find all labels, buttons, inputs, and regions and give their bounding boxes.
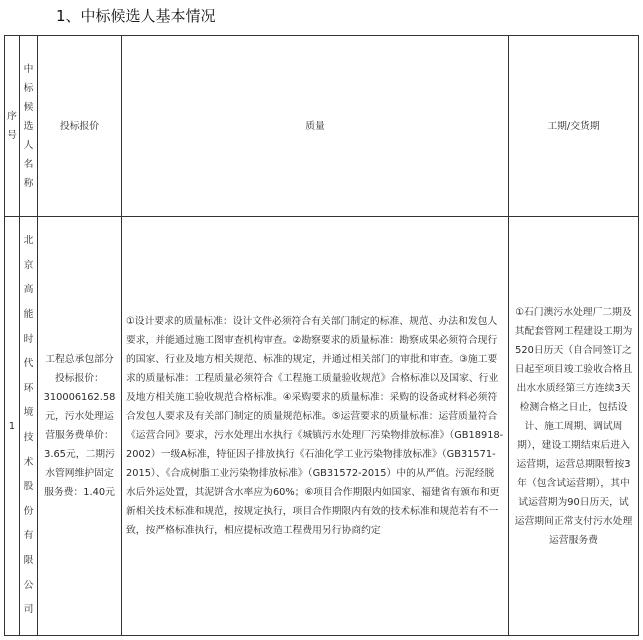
candidate-table	[4, 35, 639, 636]
row-bid-price: 工程总承包部分投标报价：310006162.58元，污水处理运营服务费单价：3.65元，二期污水管网维护固定服务费：1.40元	[38, 217, 122, 636]
row-candidate-name: 北京高能时代环境技术股份有限公司	[20, 217, 38, 636]
header-quality: 质量	[122, 36, 509, 217]
row-schedule: ①石门澳污水处理厂二期及其配套管网工程建设工期为520日历天（自合同签订之日起至项目竣工验收合格且出水水质经第三方连续3天检测合格之日止，包括设计、施工周期、调试周期），建设工期结束后进入运营期，运营总期限暂按3年（包含试运营期），其中试运营期为90日历天，试运营期间正常支付污水处理运营服务费	[509, 217, 639, 636]
header-seq: 序号	[5, 36, 20, 217]
header-candidate-name: 中标候选人名称	[20, 36, 38, 217]
row-quality: ①设计要求的质量标准：设计文件必须符合有关部门制定的标准、规范、办法和发包人要求，并能通过施工图审查机构审查。②勘察要求的质量标准：勘察成果必须符合现行的国家、行业及地方相关规范、标准的规定，并通过相关部门的审批和审查。③施工要求的质量标准：工程质量必须符合《工程施工质量验收规范》合格标准以及国家、行业及地方相关施工验收规范合格标准。④采购要求的质量标准：采购的设备或材料必须符合发包人要求及有关部门制定的质量规范标准。⑤运营要求的质量标准：运营质量符合《运营合同》要求，污水处理出水执行《城镇污水处理厂污染物排放标准》（GB18918-2002）一级A标准，特征因子排放执行《石油化学工业污染物排放标准》（GB31571-2015）、《合成树脂工业污染物排放标准》（GB31572-2015）中的从严值。污泥经脱水后外运处置，其泥饼含水率应为60%；⑥项目合作期限内如国家、福建省有颁布和更新相关技术标准和规范，按规定执行，项目合作期限内有效的技术标准和规范若有不一致，按严格标准执行，相应提标改造工程费用另行协商约定	[122, 217, 509, 636]
row-seq: 1	[5, 217, 20, 636]
header-bid-price: 投标报价	[38, 36, 122, 217]
table-header-row	[5, 36, 639, 217]
header-schedule: 工期/交货期	[509, 36, 639, 217]
table-row	[5, 217, 639, 636]
section-title: 1、中标候选人基本情况	[56, 7, 216, 25]
